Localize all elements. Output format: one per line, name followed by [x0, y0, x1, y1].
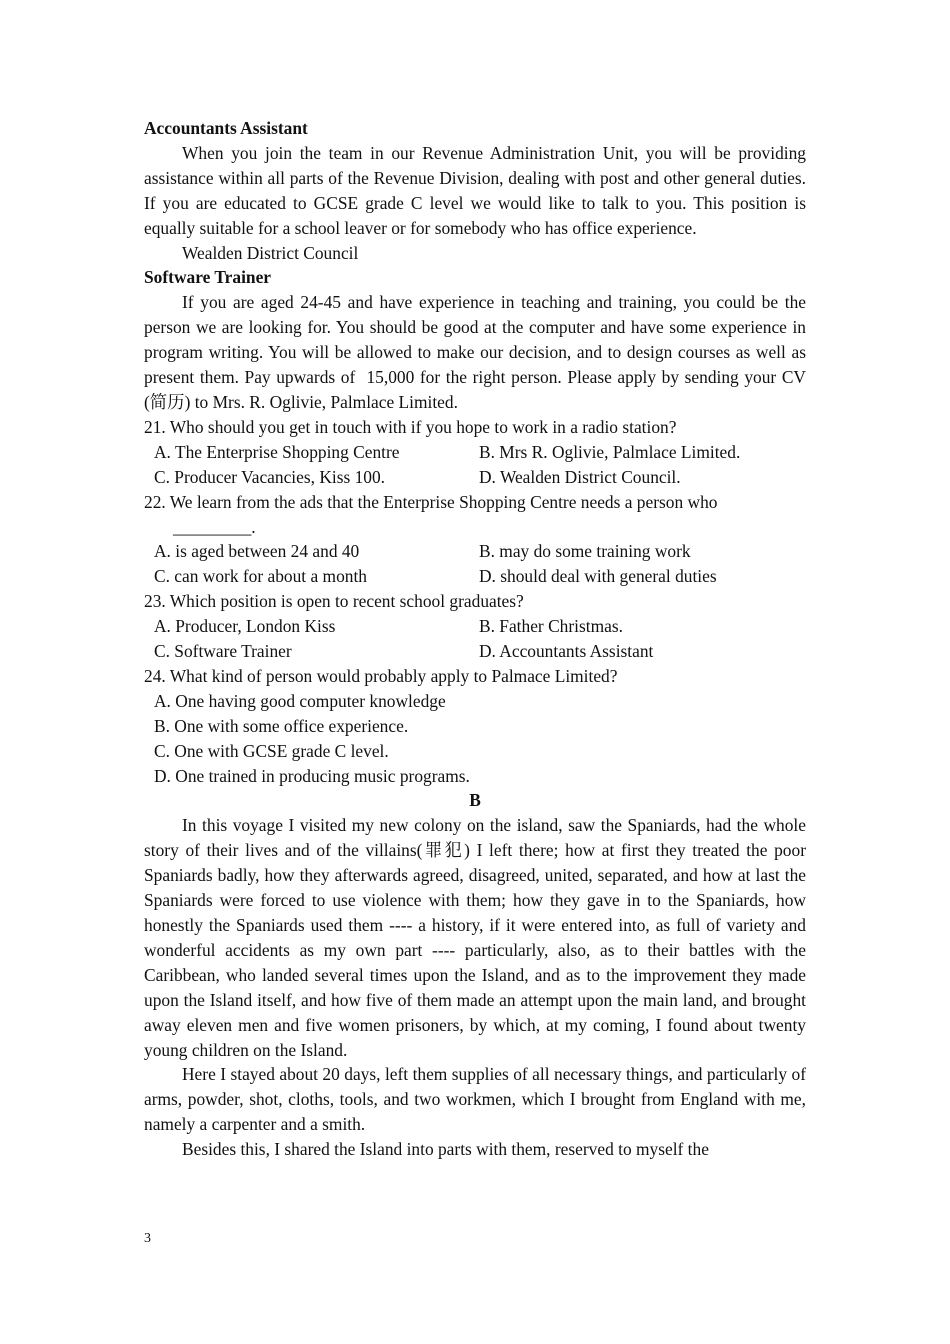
options-row [144, 564, 806, 589]
option-a: A. The Enterprise Shopping Centre [154, 441, 400, 462]
option-a: A. One having good computer knowledge [154, 690, 446, 711]
option-a: A. Producer, London Kiss [154, 616, 336, 637]
options-row [144, 440, 806, 465]
page-number: 3 [144, 1231, 151, 1246]
passage-paragraph-2: Here I stayed about 20 days, left them supplies of all necessary things, and particularly of arms, powder, shot, cloths, tools, and two workmen, which I brought from England with me, namely a carpenter and a smith. [144, 1064, 806, 1135]
option-d: D. One trained in producing music programs. [154, 765, 470, 786]
passage-paragraph-3: Besides this, I shared the Island into parts with them, reserved to myself the [182, 1139, 709, 1160]
ad-body-accountants: When you join the team in our Revenue Administration Unit, you will be providing assistance within all parts of the Revenue Division, dealing with post and other general duties. If you are educated to GCSE grade C level we would like to talk to you. This position is equally suitable for a school leaver or for somebody who has office experience. [144, 142, 806, 238]
option-a: A. is aged between 24 and 40 [154, 541, 360, 562]
question-stem: 23. Which position is open to recent school graduates? [144, 591, 524, 612]
options-row [144, 614, 806, 639]
question-stem: 24. What kind of person would probably apply to Palmace Limited? [144, 665, 618, 686]
option-b: B. Mrs R. Oglivie, Palmlace Limited. [479, 441, 741, 462]
ad-title-accountants: Accountants Assistant [144, 118, 308, 138]
document-page [144, 116, 806, 1162]
options-row [144, 539, 806, 564]
question-stem: 21. Who should you get in touch with if you hope to work in a radio station? [144, 416, 677, 437]
option-c: C. Software Trainer [154, 641, 292, 662]
question-blank: _________. [173, 516, 256, 537]
options-row [144, 465, 806, 490]
option-c: C. One with GCSE grade C level. [154, 740, 389, 761]
question-23 [144, 589, 806, 664]
option-c: C. Producer Vacancies, Kiss 100. [154, 466, 386, 487]
option-d: D. Accountants Assistant [479, 641, 654, 662]
ad-signature-accountants: Wealden District Council [182, 242, 359, 263]
option-d: D. should deal with general duties [479, 566, 717, 587]
question-stem: 22. We learn from the ads that the Enterprise Shopping Centre needs a person who [144, 491, 718, 512]
option-d: D. Wealden District Council. [479, 466, 681, 487]
question-22 [144, 490, 806, 590]
ad-body-software: If you are aged 24-45 and have experience in teaching and training, you could be the person we are looking for. You should be good at the computer and have some experience in program writing. You will be allowed to make our decision, and to design courses as well as present them. Pay upwards of 15,000 for the right person. Please apply by sending your CV (简历) to Mrs. R. Oglivie, Palmlace Limited. [144, 292, 806, 412]
option-c: C. can work for about a month [154, 566, 367, 587]
option-b: B. may do some training work [479, 541, 691, 562]
passage-paragraph-1: In this voyage I visited my new colony on the island, saw the Spaniards, had the whole story of their lives and of the villains(罪犯) I left there; how at first they treated the poor Spaniards badly, how they afterwards agreed, disagreed, united, separated, and how at last the Spaniards were forced to use violence with them; how they gave in to the Spaniards, how honestly the Spaniards used them ---- a history, if it were entered into, as full of variety and wonderful accidents as my own part ---- particularly, also, as to their battles with the Caribbean, who landed several times upon the Island, and as to the improvement they made upon the Island itself, and how five of them made an attempt upon the main land, and brought away eleven men and five women prisoners, by which, at my coming, I found about twenty young children on the Island. [144, 815, 806, 1060]
question-21 [144, 415, 806, 490]
option-b: B. Father Christmas. [479, 616, 623, 637]
section-heading-b: B [469, 790, 481, 811]
option-b: B. One with some office experience. [154, 715, 409, 736]
options-row [144, 639, 806, 664]
ad-title-software: Software Trainer [144, 267, 272, 288]
question-24 [144, 664, 806, 789]
